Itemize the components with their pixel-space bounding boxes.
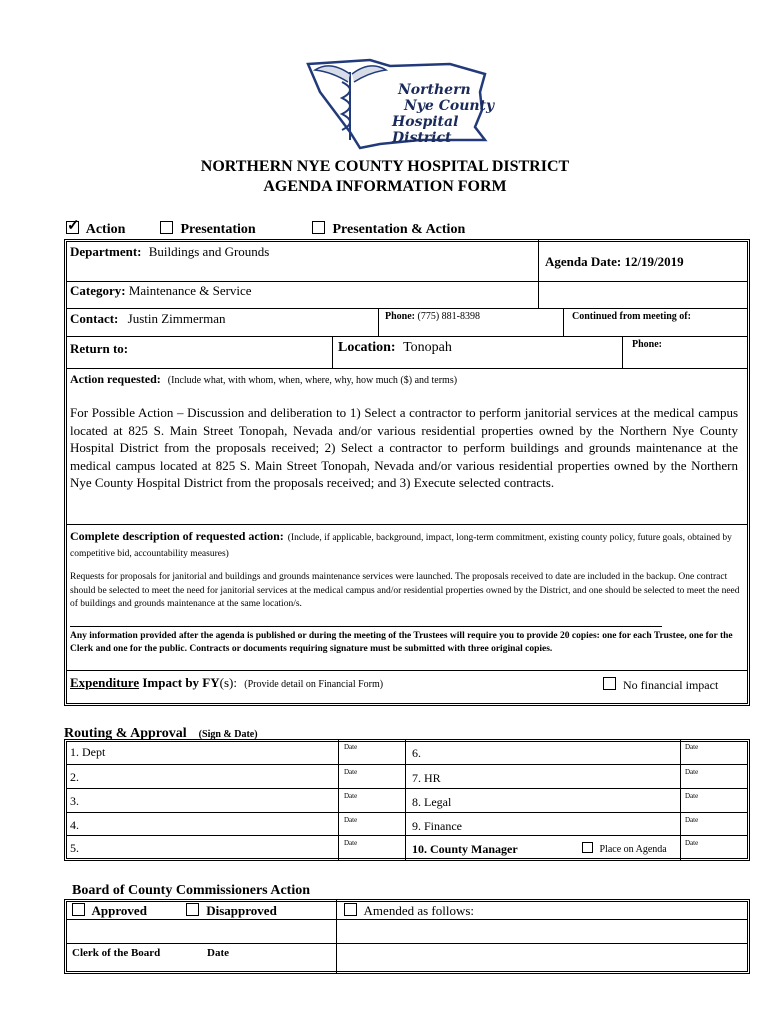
action-checkbox[interactable] bbox=[66, 221, 79, 234]
logo-text-line-2: Nye County bbox=[404, 98, 495, 114]
amended-checkbox[interactable] bbox=[344, 903, 357, 916]
department-value: Buildings and Grounds bbox=[148, 244, 270, 259]
page-subtitle: AGENDA INFORMATION FORM bbox=[263, 178, 507, 195]
action-requested-text[interactable]: For Possible Action – Discussion and deliberation to 1) Select a contractor to perform janitorial services at the medical campus located at 825 S. Main Street Tonopah, Nevada and/or various residential properties owned by the Northern Nye County Hospital District from the proposals received; 2) Select a contractor to perform buildings and grounds maintenance at the medical campus located at 825 S. Main Street Tonopah, Nevada and/or various residential properties owned by the Northern Nye County Hospital District from the proposals received; and 3) Execute selected contracts. bbox=[70, 405, 738, 490]
presentation-checkbox[interactable] bbox=[160, 221, 173, 234]
presentation-action-checkbox[interactable] bbox=[312, 221, 325, 234]
agenda-date-value: 12/19/2019 bbox=[624, 254, 684, 269]
routing-date-label: Date bbox=[685, 768, 699, 776]
phone2-label: Phone: bbox=[632, 339, 662, 350]
routing-left-item: 5. bbox=[70, 841, 79, 855]
agenda-date-field[interactable]: Agenda Date: 12/19/2019 bbox=[545, 254, 684, 269]
routing-left-item: 4. bbox=[70, 818, 79, 832]
option-presentation[interactable]: Presentation bbox=[160, 221, 256, 238]
phone-field[interactable]: Phone: (775) 881-8398 bbox=[385, 311, 480, 322]
page-title: NORTHERN NYE COUNTY HOSPITAL DISTRICT bbox=[200, 158, 570, 175]
approved-checkbox[interactable] bbox=[72, 903, 85, 916]
disapproved-option[interactable]: Disapproved bbox=[186, 903, 277, 919]
no-financial-impact-checkbox[interactable] bbox=[603, 677, 616, 690]
place-on-agenda-checkbox[interactable] bbox=[582, 842, 593, 853]
routing-date-label: Date bbox=[344, 792, 358, 800]
approved-option[interactable]: Approved bbox=[72, 903, 147, 919]
routing-right-item: 9. Finance bbox=[412, 819, 462, 833]
routing-date-label: Date bbox=[685, 816, 699, 824]
category-field[interactable]: Category: Maintenance & Service bbox=[70, 283, 252, 298]
category-value: Maintenance & Service bbox=[128, 283, 252, 298]
clerk-date-label: Date bbox=[207, 947, 229, 959]
routing-header: Routing & Approval (Sign & Date) bbox=[64, 726, 258, 741]
routing-date-label: Date bbox=[685, 792, 699, 800]
contact-value: Justin Zimmerman bbox=[127, 311, 226, 326]
copies-notice: Any information provided after the agenda is published or during the meeting of the Trustees will require you to provide 20 copies: one for each Trustee, one for the Clerk and one for the public. Contracts or documents requiring signature must be submitted with three original copies. bbox=[70, 631, 733, 654]
routing-left-item: 2. bbox=[70, 770, 79, 784]
place-on-agenda-option[interactable]: Place on Agenda bbox=[582, 842, 667, 855]
routing-right-item: 6. bbox=[412, 746, 421, 760]
routing-date-label: Date bbox=[685, 743, 699, 751]
location-field[interactable]: Location: Tonopah bbox=[338, 340, 452, 355]
board-action-title: Board of County Commissioners Action bbox=[72, 883, 311, 898]
department-field[interactable]: Department: Buildings and Grounds bbox=[70, 244, 270, 259]
action-requested-header: Action requested: (Include what, with whom, when, where, why, how much ($) and terms) bbox=[70, 372, 458, 386]
routing-right-item: 10. County Manager bbox=[412, 842, 518, 856]
option-presentation-action[interactable]: Presentation & Action bbox=[312, 221, 465, 238]
routing-date-label: Date bbox=[344, 743, 358, 751]
routing-date-label: Date bbox=[344, 816, 358, 824]
routing-right-item: 7. HR bbox=[412, 771, 441, 785]
return-to-label: Return to: bbox=[70, 341, 129, 356]
description-text[interactable]: Requests for proposals for janitorial and buildings and grounds maintenance services were launched. The proposals received to date are included in the backup. One contract should be selected to meet the need for janitorial services at the medical campus and/or residential properties owned by the District, and one should be selected to meet the need of buildings and grounds maintenance at the same location/s. bbox=[70, 572, 740, 609]
disapproved-checkbox[interactable] bbox=[186, 903, 199, 916]
logo-text-line-1: Northern bbox=[398, 82, 471, 98]
phone-value: (775) 881-8398 bbox=[417, 311, 480, 322]
routing-date-label: Date bbox=[685, 839, 699, 847]
logo bbox=[300, 52, 500, 152]
routing-right-item: 8. Legal bbox=[412, 795, 452, 809]
routing-date-label: Date bbox=[344, 839, 358, 847]
expenditure-field: Expenditure Impact by FY(s): (Provide detail on Financial Form) bbox=[70, 675, 384, 690]
continued-from-meeting-label: Continued from meeting of: bbox=[572, 311, 691, 322]
logo-text-line-3: Hospital District bbox=[392, 114, 459, 146]
location-value: Tonopah bbox=[403, 340, 452, 355]
clerk-of-board-label: Clerk of the Board bbox=[72, 947, 161, 959]
routing-left-item: 1. Dept bbox=[70, 745, 106, 759]
routing-date-label: Date bbox=[344, 768, 358, 776]
description-header: Complete description of requested action: (Include, if applicable, background, impact, long-term commitment, existing county policy, future goals, obtained by competitive bid, accountability measures) bbox=[70, 529, 732, 559]
option-action[interactable]: ✓ Action bbox=[66, 221, 125, 238]
no-financial-impact-option[interactable]: No financial impact bbox=[603, 677, 718, 693]
contact-field[interactable]: Contact: Justin Zimmerman bbox=[70, 311, 226, 326]
amended-option[interactable]: Amended as follows: bbox=[344, 903, 474, 919]
routing-left-item: 3. bbox=[70, 794, 79, 808]
